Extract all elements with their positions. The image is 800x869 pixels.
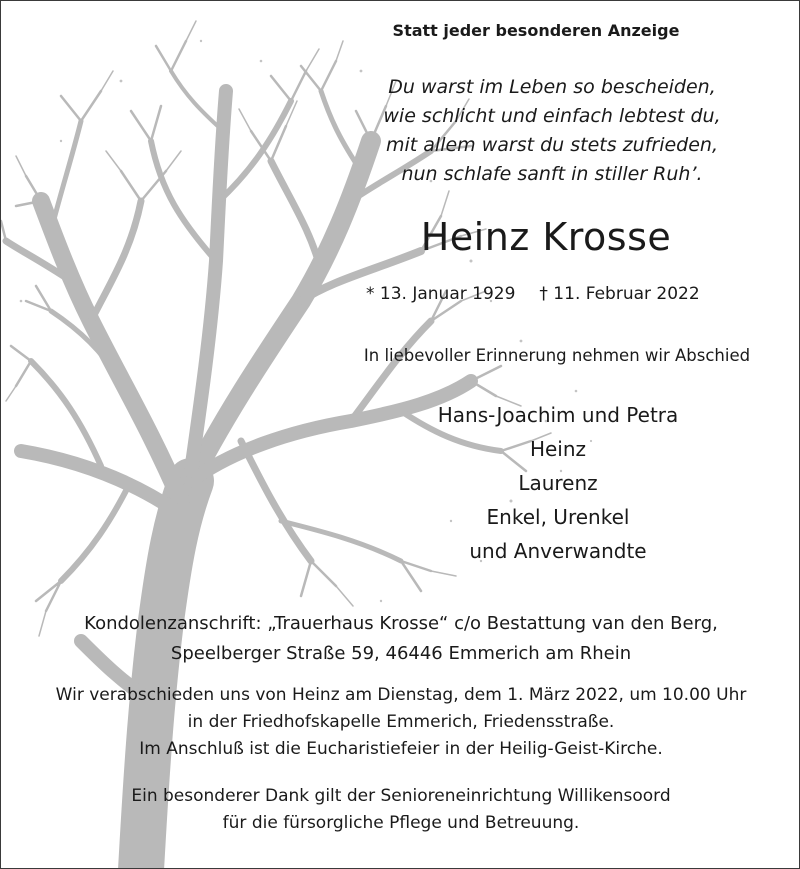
- family-member: Enkel, Urenkel: [486, 505, 630, 529]
- family-member: Laurenz: [518, 471, 598, 495]
- service-line: Wir verabschieden uns von Heinz am Dienstag, dem 1. März 2022, um 10.00 Uhr: [55, 685, 747, 705]
- service-line: in der Friedhofskapelle Emmerich, Friedensstraße.: [187, 712, 615, 732]
- family-member: Heinz: [529, 437, 587, 461]
- poem-line: wie schlicht und einfach lebtest du,: [383, 105, 721, 127]
- poem-line: Du warst im Leben so bescheiden,: [388, 76, 716, 98]
- birth-date: * 13. Januar 1929: [366, 284, 516, 304]
- notice-header: Statt jeder besonderen Anzeige: [392, 21, 680, 40]
- death-date: † 11. Februar 2022: [539, 284, 700, 304]
- thanks-line: Ein besonderer Dank gilt der Senioreneinrichtung Willikensoord: [131, 786, 671, 806]
- address-line: Kondolenzanschrift: „Trauerhaus Krosse“ c/o Bestattung van den Berg,: [84, 613, 718, 634]
- condolence-address: [84, 609, 718, 669]
- service-info: [56, 682, 747, 763]
- service-line: Im Anschluß ist die Eucharistiefeier in der Heilig-Geist-Kirche.: [139, 739, 663, 759]
- address-line: Speelberger Straße 59, 46446 Emmerich am Rhein: [170, 643, 632, 664]
- life-dates: [366, 284, 700, 304]
- thanks-line: für die fürsorgliche Pflege und Betreuung.: [222, 813, 580, 833]
- family-list: [438, 398, 679, 568]
- farewell-line: In liebevoller Erinnerung nehmen wir Abschied: [363, 346, 751, 365]
- poem-line: mit allem warst du stets zufrieden,: [386, 134, 718, 156]
- poem-line: nun schlafe sanft in stiller Ruh’.: [401, 163, 703, 185]
- deceased-name: Heinz Krosse: [420, 215, 672, 259]
- thanks-note: [131, 783, 670, 837]
- poem: [383, 73, 720, 189]
- family-member: Hans-Joachim und Petra: [437, 403, 679, 427]
- family-member: und Anverwandte: [469, 539, 647, 563]
